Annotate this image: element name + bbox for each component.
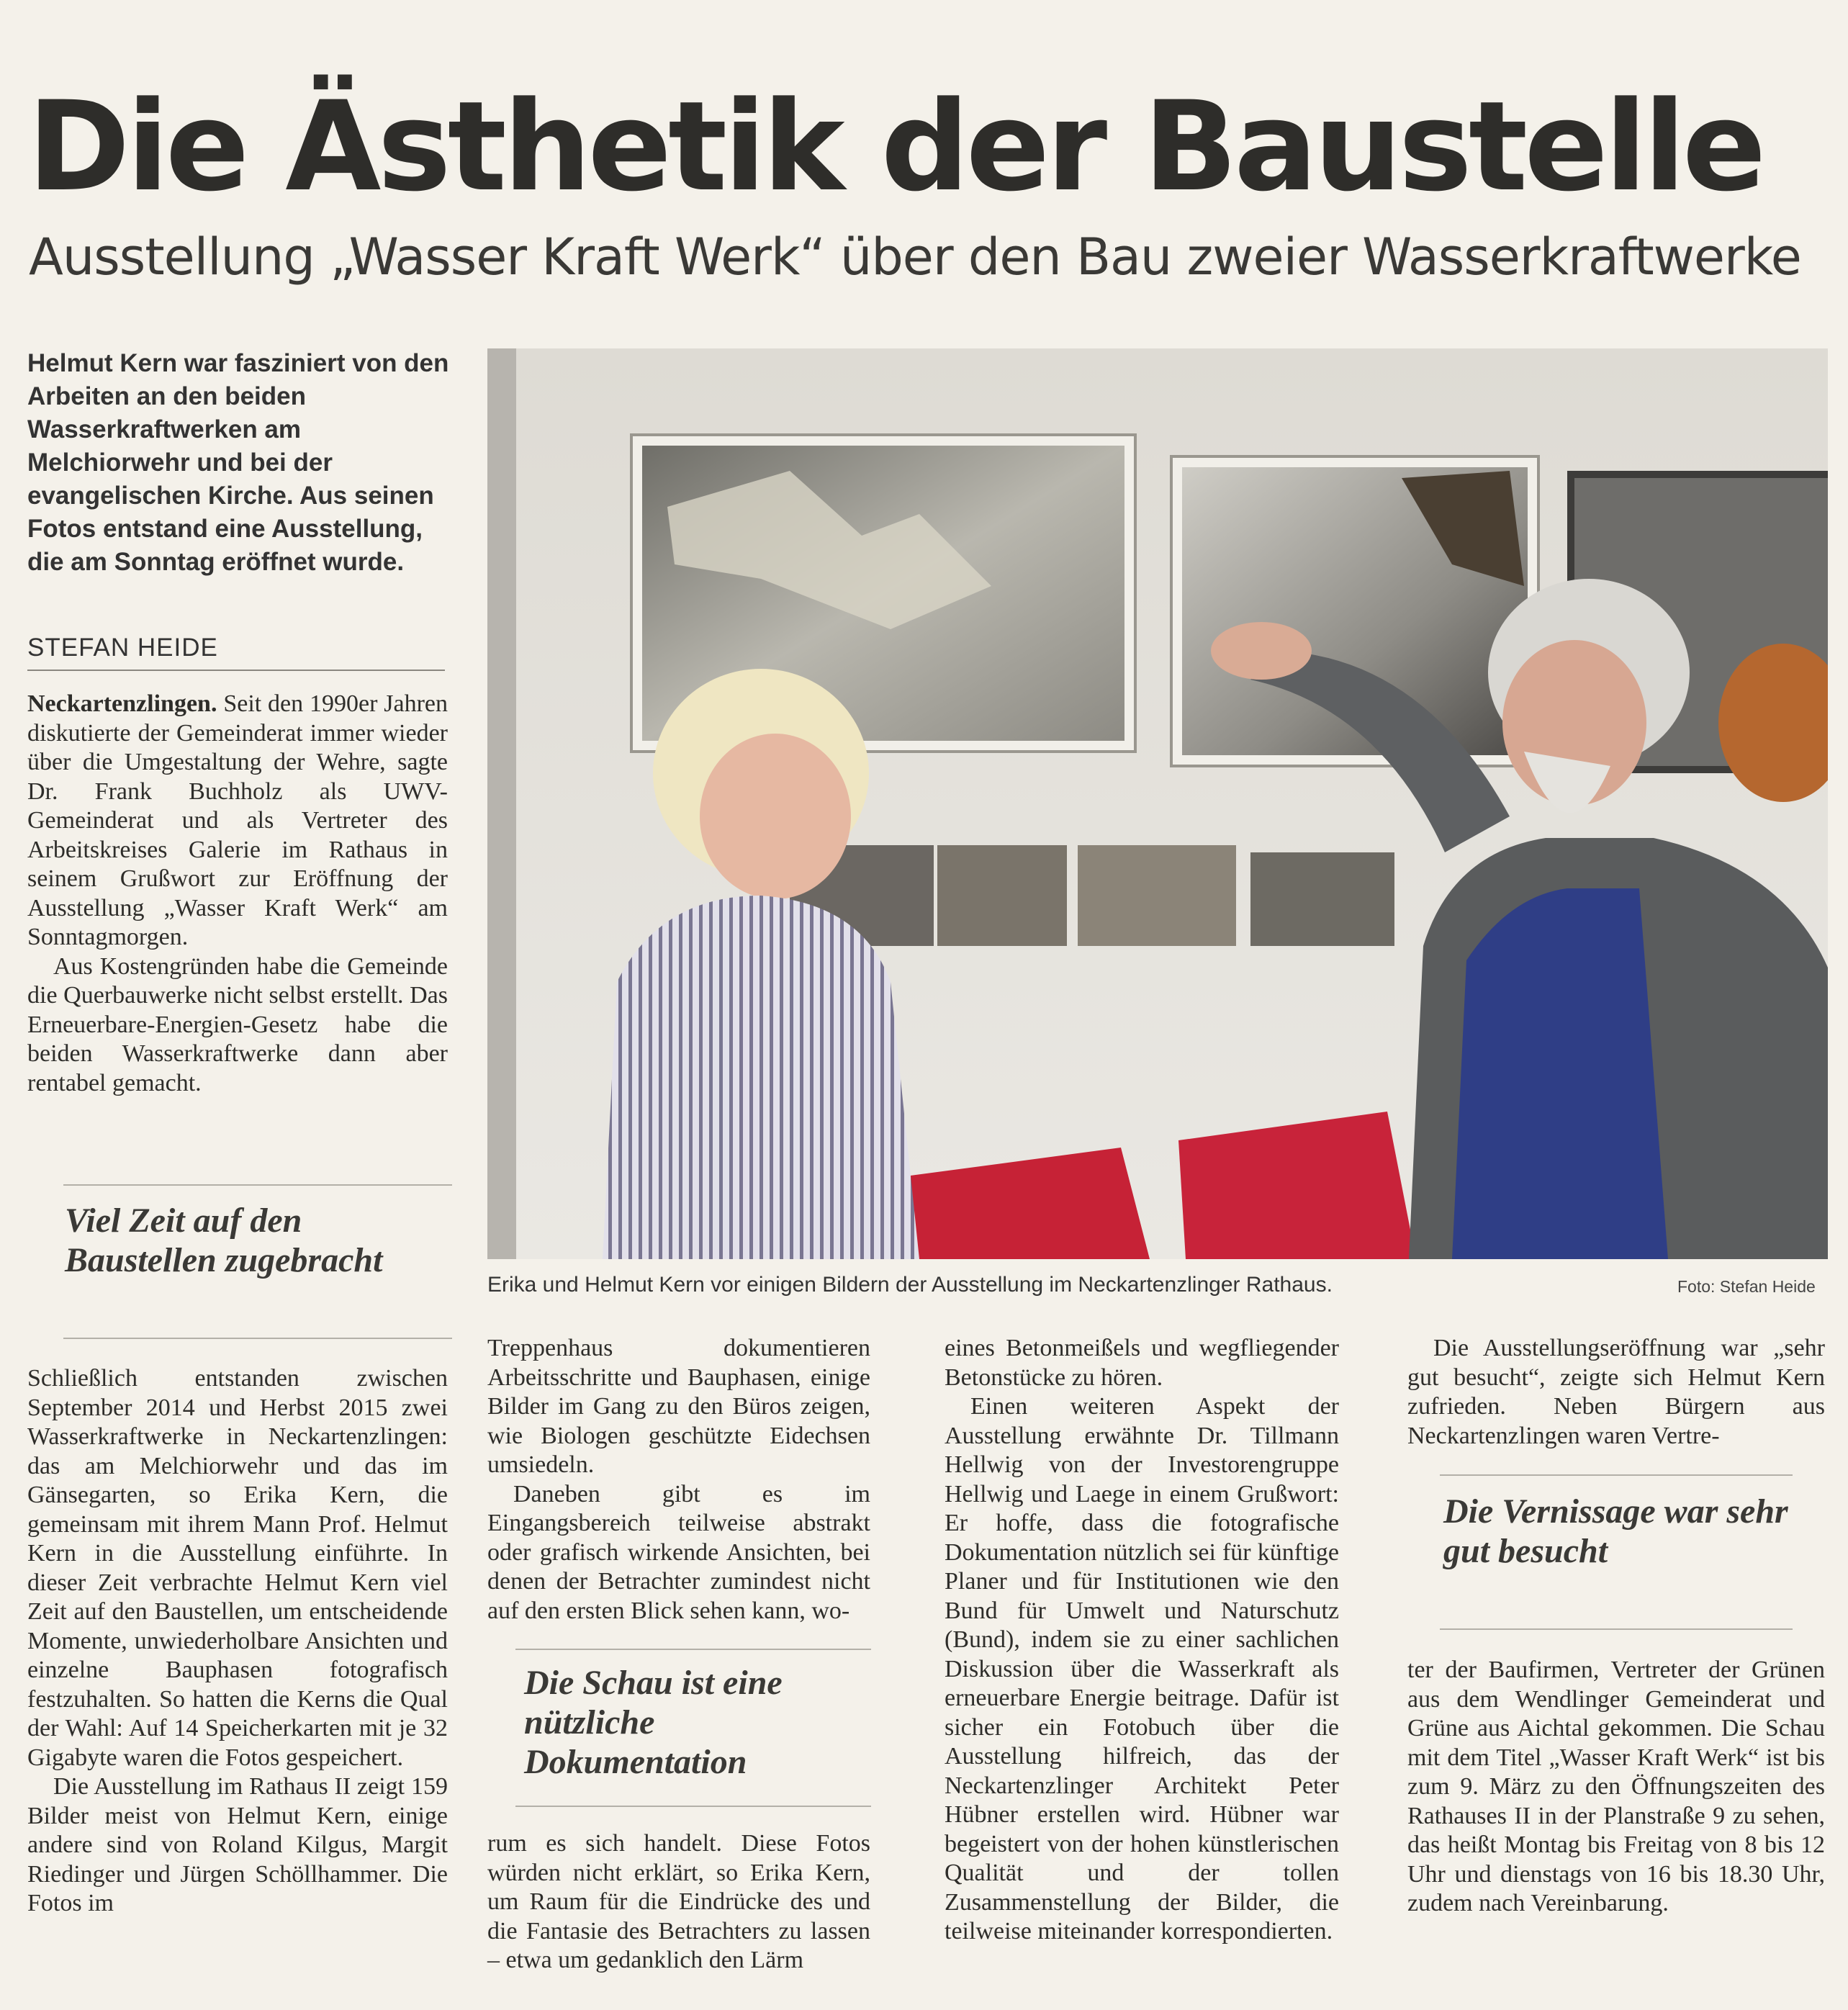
divider <box>63 1184 452 1186</box>
teaser: Helmut Kern war fasziniert von den Arbeiten an den beiden Wasserkraftwerken am Melchiorwehr und bei der evangelischen Kirche. Aus seinen Fotos entstand eine Ausstellung, die am Sonntag eröffnet wurde. <box>27 349 449 576</box>
paragraph: Treppenhaus dokumentieren Arbeitsschritte und Bauphasen, einige Bilder im Gang zu den Büros zeigen, wie Biologen geschützte Eidechsen umsiedeln. <box>487 1335 870 1478</box>
divider <box>515 1649 871 1650</box>
column-4-top <box>1407 1334 1825 1451</box>
paragraph: Aus Kostengründen habe die Gemeinde die Querbauwerke nicht selbst erstellt. Das Erneuerbare-Energien-Gesetz habe die beiden Wasserkraftwerke dann aber rentabel gemacht. <box>27 952 448 1096</box>
photo-caption: Erika und Helmut Kern vor einigen Bildern der Ausstellung im Neckartenzlinger Rathaus. <box>487 1273 1333 1297</box>
photo-credit: Foto: Stefan Heide <box>1677 1277 1816 1296</box>
column-2-bottom <box>487 1829 870 1975</box>
divider <box>63 1338 452 1339</box>
divider <box>515 1806 871 1807</box>
paragraph: Einen weiteren Aspekt der Ausstellung erwähnte Dr. Tillmann Hellwig von der Investorengruppe Hellwig und Laege in einem Grußwort: Er hoffe, dass die fotografische Dokumentation nützlich sei für künftige Planer und für Institutionen wie den Bund für Umwelt und Naturschutz (Bund), indem sie zu einer sachlichen Diskussion über die Wasserkraft als erneuerbare Energie beitrage. Dafür ist sicher ein Fotobuch über die Ausstellung hilfreich, das der Neckartenzlinger Architekt Peter Hübner erstellen wird. Hübner war begeistert von der hohen künstlerischen Qualität und der tollen Zusammenstellung der Bilder, die teilweise miteinander korrespondierten. <box>945 1393 1339 1944</box>
paragraph <box>27 690 448 952</box>
column-1-top <box>27 690 448 1098</box>
paragraph: rum es sich handelt. Diese Fotos würden nicht erklärt, so Erika Kern, um Raum für die Eindrücke des und die Fantasie des Betrachters zu lassen – etwa um gedanklich den Lärm <box>487 1830 870 1973</box>
paragraph: eines Betonmeißels und wegfliegender Betonstücke zu hören. <box>945 1335 1339 1391</box>
subtitle-2: Die Schau ist eine nützliche Dokumentation <box>524 1664 783 1781</box>
dateline: Neckartenzlingen. <box>27 690 217 717</box>
column-3 <box>945 1334 1339 1947</box>
paragraph: Die Ausstellung im Rathaus II zeigt 159 Bilder meist von Helmut Kern, einige andere sind von Roland Kilgus, Margit Riedinger und Jürgen Schöllhammer. Die Fotos im <box>27 1773 448 1916</box>
divider <box>1440 1628 1793 1630</box>
photo-illustration <box>487 348 1828 1259</box>
paragraph: Schließlich entstanden zwischen September 2014 und Herbst 2015 zwei Wasserkraftwerke in Neckartenzlingen: das am Melchiorwehr und das im Gänsegarten, so Erika Kern, die gemeinsam mit ihrem Mann Prof. Helmut Kern in die Ausstellung einführte. In dieser Zeit verbrachte Helmut Kern viel Zeit auf den Baustellen, um entscheidende Momente, unwiederholbare Ansichten und einzelne Bauphasen fotografisch festzuhalten. So hatten die Kerns die Qual der Wahl: Auf 14 Speicherkarten mit je 32 Gigabyte waren die Fotos gespeichert. <box>27 1365 448 1771</box>
paragraph: Die Ausstellungseröffnung war „sehr gut besucht“, zeigte sich Helmut Kern zufrieden. Neben Bürgern aus Neckartenzlingen waren Vertre- <box>1407 1335 1825 1449</box>
paragraph: Daneben gibt es im Eingangsbereich teilweise abstrakt oder grafisch wirkende Ansichten, bei denen der Betrachter zumindest nicht auf den ersten Blick sehen kann, wo- <box>487 1480 870 1624</box>
divider <box>1440 1474 1793 1476</box>
paragraph: ter der Baufirmen, Vertreter der Grünen aus dem Wendlinger Gemeinderat und Grüne aus Aichtal gekommen. Die Schau mit dem Titel „Wasser Kraft Werk“ ist bis zum 9. März zu den Öffnungszeiten des Rathauses II in der Planstraße 9 zu sehen, das heißt Montag bis Freitag von 8 bis 12 Uhr und dienstags von 16 bis 18.30 Uhr, zudem nach Vereinbarung. <box>1407 1657 1825 1916</box>
subtitle-1: Viel Zeit auf den Baustellen zugebracht <box>65 1202 383 1279</box>
paragraph-text: Seit den 1990er Jahren diskutierte der Gemeinderat immer wieder über die Umgestaltung der Wehre, sagte Dr. Frank Buchholz als UWV-Gemeinderat und als Vertreter des Arbeitskreises Galerie im Rathaus in seinem Grußwort zur Eröffnung der Ausstellung „Wasser Kraft Werk“ am Sonntagmorgen. <box>27 690 448 950</box>
column-1-bottom <box>27 1364 448 1919</box>
headline: Die Ästhetik der Baustelle <box>27 74 1763 219</box>
author-byline: STEFAN HEIDE <box>27 634 445 671</box>
subheadline: Ausstellung „Wasser Kraft Werk“ über den Bau zweier Wasserkraftwerke <box>29 227 1801 287</box>
subtitle-3: Die Vernissage war sehr gut besucht <box>1443 1492 1788 1570</box>
exhibition-photo <box>487 348 1828 1259</box>
column-4-bottom <box>1407 1656 1825 1919</box>
column-2-top <box>487 1334 870 1626</box>
